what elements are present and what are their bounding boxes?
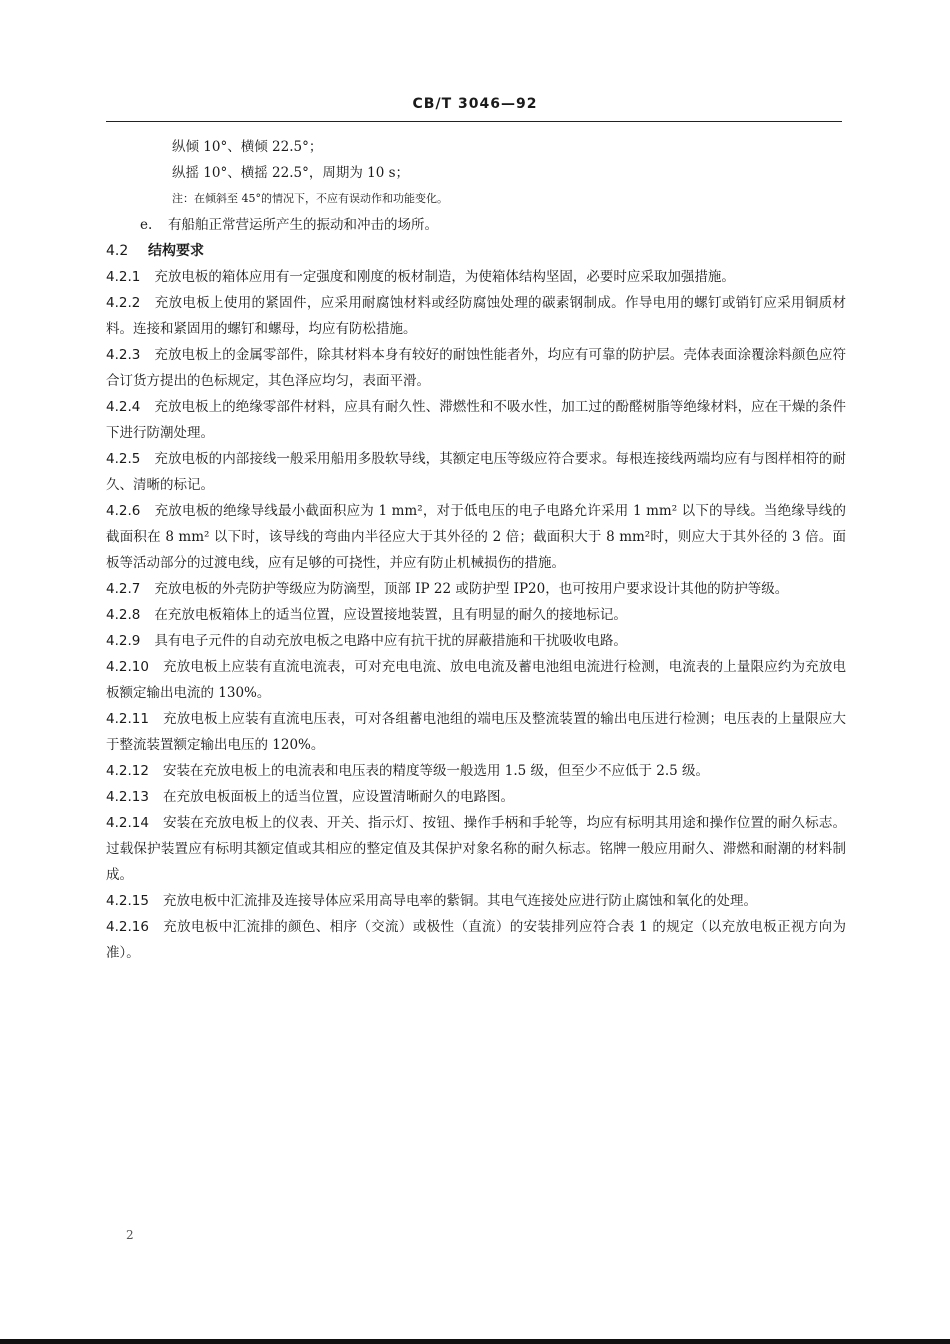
- clause-text: 充放电板上的金属零部件，除其材料本身有较好的耐蚀性能者外，均应有可靠的防护层。壳体表面涂覆涂料颜色应符合订货方提出的色标规定，其色泽应均匀，表面平滑。: [106, 347, 846, 389]
- clause-text: 充放电板上的绝缘零部件材料，应具有耐久性、滞燃性和不吸水性，加工过的酚醛树脂等绝缘材料，应在干燥的条件下进行防潮处理。: [106, 399, 846, 441]
- clause: [106, 290, 846, 342]
- section-number: 4.2: [106, 243, 129, 259]
- clause-number: 4.2.4: [106, 399, 141, 415]
- clause-text: 充放电板的绝缘导线最小截面积应为 1 mm²，对于低电压的电子电路允许采用 1 mm² 以下的导线。当绝缘导线的截面积在 8 mm² 以下时，该导线的弯曲内半径应大于其外径的 2 倍；截面积大于 8 mm²时，则应大于其外径的 3 倍。面板等活动部分的过渡电线，应有足够的可挠性，并应有防止机械损伤的措施。: [106, 503, 846, 571]
- clause: [106, 498, 846, 576]
- clause: [106, 888, 846, 914]
- clause: [106, 784, 846, 810]
- clause: [106, 914, 846, 966]
- list-marker-e: e.: [140, 217, 153, 233]
- section-heading: [106, 238, 846, 264]
- clause-number: 4.2.10: [106, 659, 149, 675]
- clause: [106, 628, 846, 654]
- clause-number: 4.2.7: [106, 581, 141, 597]
- clause: [106, 446, 846, 498]
- clause: [106, 706, 846, 758]
- clause-text: 充放电板的箱体应用有一定强度和刚度的板材制造，为使箱体结构坚固，必要时应采取加强措施。: [154, 269, 735, 285]
- section-title: 结构要求: [148, 243, 204, 259]
- clause-text: 在充放电板面板上的适当位置，应设置清晰耐久的电路图。: [162, 789, 514, 805]
- clause-number: 4.2.16: [106, 919, 149, 935]
- clause-text: 充放电板上应装有直流电压表，可对各组蓄电池组的端电压及整流装置的输出电压进行检测；电压表的上量限应大于整流装置额定输出电压的 120%。: [106, 711, 846, 753]
- clause: [106, 810, 846, 888]
- clause-text: 充放电板的外壳防护等级应为防滴型，顶部 IP 22 或防护型 IP20，也可按用户要求设计其他的防护等级。: [154, 581, 789, 597]
- clause-text: 充放电板中汇流排及连接导体应采用高导电率的紫铜。其电气连接处应进行防止腐蚀和氧化的处理。: [162, 893, 757, 909]
- clause-number: 4.2.13: [106, 789, 149, 805]
- document-header-title: CB/T 3046—92: [412, 96, 538, 112]
- clause-number: 4.2.8: [106, 607, 141, 623]
- note-line: 注：在倾斜至 45°的情况下，不应有误动作和功能变化。: [172, 192, 448, 205]
- clause-number: 4.2.2: [106, 295, 141, 311]
- roll-requirement-line: 纵摇 10°、横摇 22.5°，周期为 10 s；: [172, 165, 410, 181]
- header-rule: [106, 121, 842, 122]
- clause-number: 4.2.1: [106, 269, 141, 285]
- clause: [106, 602, 846, 628]
- clause: [106, 264, 846, 290]
- clause-number: 4.2.6: [106, 503, 141, 519]
- clause-number: 4.2.3: [106, 347, 141, 363]
- clause: [106, 758, 846, 784]
- clause-number: 4.2.11: [106, 711, 149, 727]
- clause-number: 4.2.5: [106, 451, 141, 467]
- clause-text: 在充放电板箱体上的适当位置，应设置接地装置，且有明显的耐久的接地标记。: [154, 607, 627, 623]
- clause: [106, 576, 846, 602]
- document-body: [106, 134, 846, 966]
- clause-number: 4.2.14: [106, 815, 149, 831]
- clause-text: 安装在充放电板上的电流表和电压表的精度等级一般选用 1.5 级，但至少不应低于 2.5 级。: [162, 763, 710, 779]
- list-item-e: [106, 212, 846, 238]
- page-number: 2: [126, 1228, 134, 1242]
- clause-text: 安装在充放电板上的仪表、开关、指示灯、按钮、操作手柄和手轮等，均应有标明其用途和操作位置的耐久标志。过载保护装置应有标明其额定值或其相应的整定值及其保护对象名称的耐久标志。铭牌一般应用耐久、滞燃和耐潮的材料制成。: [106, 815, 846, 883]
- clause-text: 具有电子元件的自动充放电板之电路中应有抗干扰的屏蔽措施和干扰吸收电路。: [154, 633, 627, 649]
- clause: [106, 654, 846, 706]
- clause-number: 4.2.15: [106, 893, 149, 909]
- tilt-requirement-line: 纵倾 10°、横倾 22.5°；: [172, 139, 323, 155]
- clause: [106, 394, 846, 446]
- scan-bottom-edge: [0, 1339, 950, 1344]
- clause-text: 充放电板中汇流排的颜色、相序（交流）或极性（直流）的安装排列应符合表 1 的规定（以充放电板正视方向为准）。: [106, 919, 846, 961]
- list-item-e-text: 有船舶正常营运所产生的振动和冲击的场所。: [168, 217, 438, 233]
- clause-number: 4.2.12: [106, 763, 149, 779]
- clause-number: 4.2.9: [106, 633, 141, 649]
- clause-text: 充放电板上使用的紧固件，应采用耐腐蚀材料或经防腐蚀处理的碳素钢制成。作导电用的螺钉或销钉应采用铜质材料。连接和紧固用的螺钉和螺母，均应有防松措施。: [106, 295, 846, 337]
- clause-text: 充放电板上应装有直流电流表，可对充电电流、放电电流及蓄电池组电流进行检测，电流表的上量限应约为充放电板额定输出电流的 130%。: [106, 659, 846, 701]
- clause-text: 充放电板的内部接线一般采用船用多股软导线，其额定电压等级应符合要求。每根连接线两端均应有与图样相符的耐久、清晰的标记。: [106, 451, 846, 493]
- clause: [106, 342, 846, 394]
